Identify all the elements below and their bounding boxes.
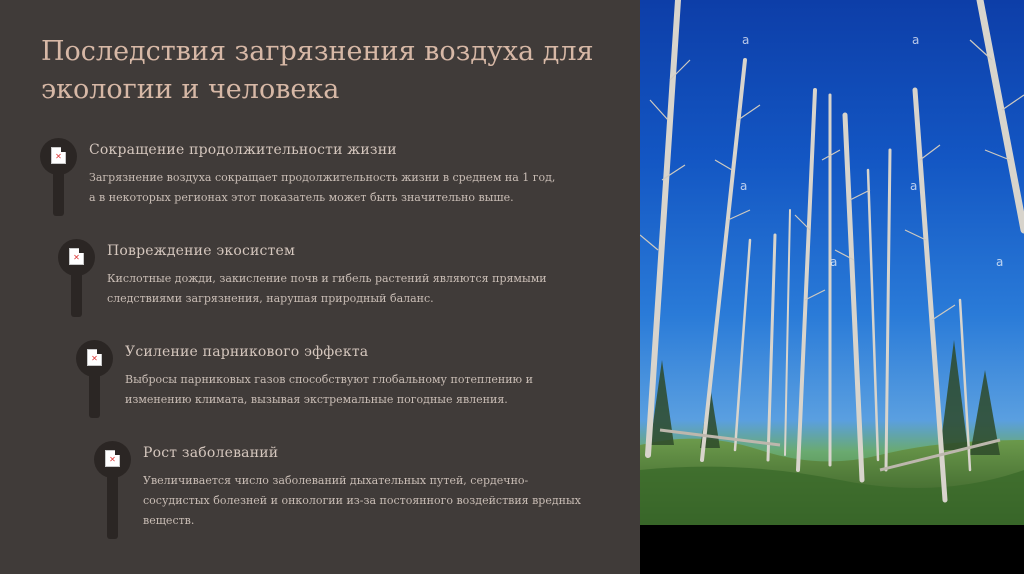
svg-text:a: a — [912, 33, 920, 47]
dead-trees-illustration — [640, 0, 1024, 525]
svg-text:a: a — [740, 179, 748, 193]
svg-text:a: a — [742, 33, 750, 47]
slide-title: Последствия загрязнения воздуха для экологии и человека — [41, 36, 594, 105]
svg-text:a: a — [996, 255, 1004, 269]
broken-image-icon: ✕ — [51, 147, 66, 164]
item-text: Увеличивается число заболеваний дыхательных путей, сердечно-сосудистых болезней и онкологии из-за постоянного воздействия вредных веществ. — [143, 474, 581, 527]
item-text: Выбросы парниковых газов способствуют глобальному потеплению и изменению климата, вызывая экстремальные погодные явления. — [125, 373, 533, 406]
svg-text:a: a — [910, 179, 918, 193]
item-title: Усиление парникового эффекта — [125, 344, 369, 360]
item-title: Повреждение экосистем — [107, 243, 296, 259]
broken-image-icon: ✕ — [69, 248, 84, 265]
svg-text:a: a — [830, 255, 838, 269]
pin-marker-icon — [58, 239, 95, 276]
item-text: Кислотные дожди, закисление почв и гибель растений являются прямыми следствиями загрязнения, нарушая природный баланс. — [107, 272, 547, 305]
image-bottom-bar — [640, 525, 1024, 574]
item-title: Рост заболеваний — [143, 445, 279, 461]
pin-marker-icon — [76, 340, 113, 377]
item-text: Загрязнение воздуха сокращает продолжительность жизни в среднем на 1 год, а в некоторых регионах этот показатель может быть значительно выше. — [89, 171, 556, 204]
broken-image-icon: ✕ — [105, 450, 120, 467]
pin-marker-icon — [94, 441, 131, 478]
item-title: Сокращение продолжительности жизни — [89, 142, 397, 158]
broken-image-icon: ✕ — [87, 349, 102, 366]
dead-forest-image — [640, 0, 1024, 525]
pin-marker-icon — [40, 138, 77, 175]
